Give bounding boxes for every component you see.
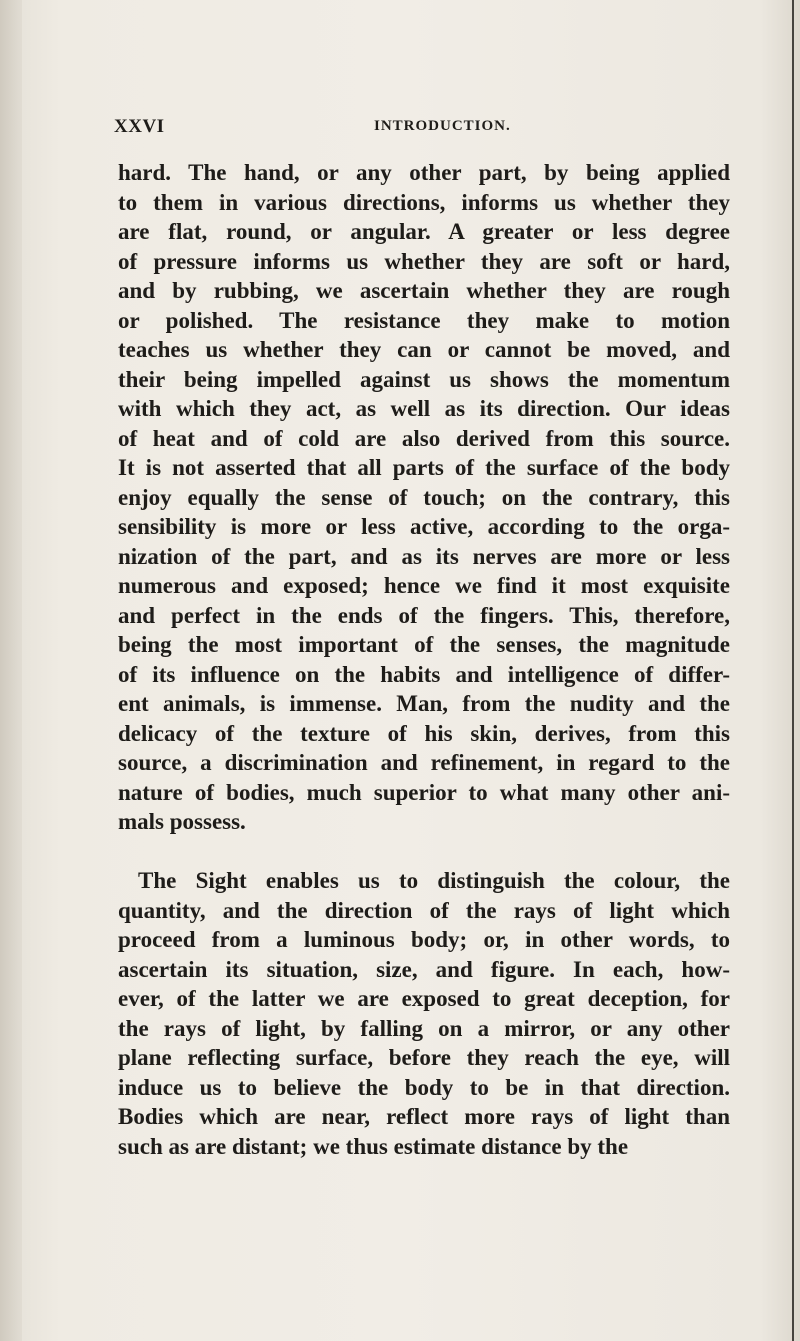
page-gutter-shadow	[0, 0, 22, 1341]
paragraph-touch	[118, 158, 730, 837]
text-line: proceed from a luminous body; or, in other words, to	[118, 927, 730, 952]
page-number: XXVI	[114, 116, 165, 137]
text-line: The Sight enables us to distinguish the colour, the	[138, 868, 730, 893]
text-line: delicacy of the texture of his skin, derives, from this	[118, 720, 730, 746]
text-line: ascertain its situation, size, and figure. In each, how-	[118, 956, 730, 982]
page-edge-rule	[792, 0, 794, 1341]
text-line: hard. The hand, or any other part, by being applied	[118, 160, 730, 185]
text-line: to them in various directions, informs us whether they	[118, 189, 730, 215]
text-line: of its influence on the habits and intelligence of differ-	[118, 661, 730, 687]
text-line: ent animals, is immense. Man, from the nudity and the	[118, 691, 730, 716]
text-line: teaches us whether they can or cannot be moved, and	[118, 337, 730, 362]
text-line: of pressure informs us whether they are soft or hard,	[118, 248, 730, 274]
running-head	[114, 116, 714, 142]
text-line: quantity, and the direction of the rays of light which	[118, 897, 730, 923]
paragraph-sight	[118, 866, 730, 1161]
text-line: nization of the part, and as its nerves are more or less	[118, 543, 730, 569]
text-line: numerous and exposed; hence we find it most exquisite	[118, 573, 730, 598]
text-line: nature of bodies, much superior to what many other ani-	[118, 779, 730, 805]
running-head-title: INTRODUCTION.	[374, 118, 511, 134]
text-line: or polished. The resistance they make to motion	[118, 307, 730, 333]
text-line: are flat, round, or angular. A greater or less degree	[118, 219, 730, 244]
text-line: Bodies which are near, reflect more rays of light than	[118, 1104, 730, 1129]
text-line: ever, of the latter we are exposed to great deception, for	[118, 986, 730, 1011]
text-line: mals possess.	[118, 809, 246, 834]
text-line: source, a discrimination and refinement, in regard to the	[118, 750, 730, 775]
text-line: the rays of light, by falling on a mirror, or any other	[118, 1015, 730, 1041]
text-line: and by rubbing, we ascertain whether they are rough	[118, 278, 730, 303]
text-line: such as are distant; we thus estimate distance by the	[118, 1133, 629, 1159]
text-line: induce us to believe the body to be in that direction.	[118, 1074, 730, 1100]
text-line: of heat and of cold are also derived from this source.	[118, 425, 730, 451]
text-line: sensibility is more or less active, according to the orga-	[118, 514, 730, 539]
text-line: with which they act, as well as its direction. Our ideas	[118, 396, 730, 421]
text-line: plane reflecting surface, before they reach the eye, will	[118, 1045, 730, 1070]
text-line: and perfect in the ends of the fingers. This, therefore,	[118, 602, 730, 628]
text-line: It is not asserted that all parts of the surface of the body	[118, 455, 730, 480]
text-line: their being impelled against us shows the momentum	[118, 366, 730, 392]
text-line: enjoy equally the sense of touch; on the contrary, this	[118, 484, 730, 510]
text-line: being the most important of the senses, the magnitude	[118, 632, 730, 657]
